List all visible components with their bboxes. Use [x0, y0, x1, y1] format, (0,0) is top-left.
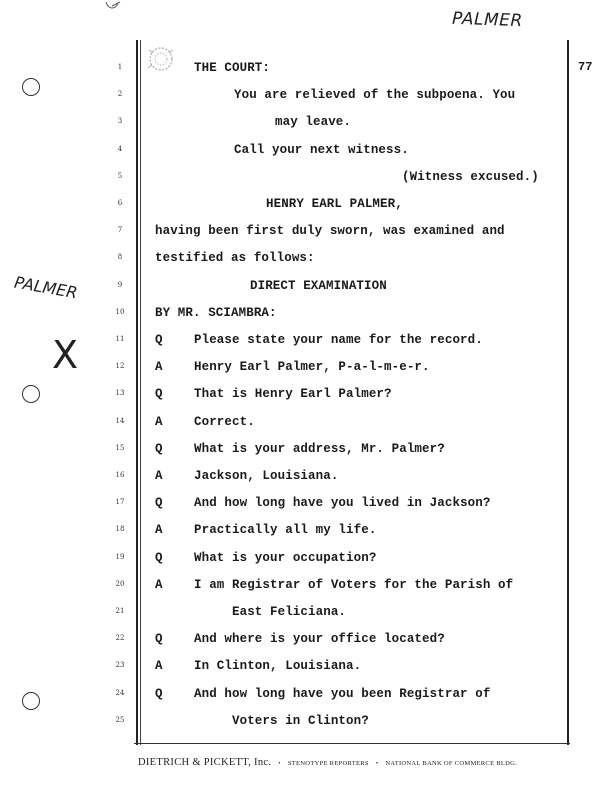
binder-hole-top	[22, 78, 40, 96]
line-number: 22	[115, 634, 125, 643]
handwritten-name-top: PALMER	[451, 8, 524, 32]
line-number: 2	[117, 90, 123, 99]
line-number: 6	[117, 199, 123, 207]
transcript-line-2: You are relieved of the subpoena. You	[234, 88, 516, 103]
line-number: 7	[117, 226, 123, 235]
transcript-line-25: Voters in Clinton?	[232, 713, 369, 728]
binder-hole-middle	[22, 385, 40, 403]
transcript-line-6: HENRY EARL PALMER,	[266, 197, 403, 211]
answer-label: A	[155, 659, 163, 674]
page-number: 77	[578, 60, 593, 74]
transcript-line-12: Henry Earl Palmer, P-a-l-m-e-r.	[194, 360, 430, 375]
footer-bullet-1: •	[278, 760, 281, 767]
transcript-line-1: THE COURT:	[194, 61, 271, 75]
line-number: 10	[115, 307, 125, 316]
line-number: 21	[115, 607, 125, 615]
left-margin-rule	[136, 40, 138, 745]
right-margin-rule	[567, 40, 569, 745]
transcript-line-4: Call your next witness.	[234, 142, 409, 157]
transcript-line-17: And how long have you lived in Jackson?	[194, 496, 491, 511]
line-number: 23	[115, 661, 125, 670]
line-number: 20	[115, 579, 125, 588]
transcript-line-24: And how long have you been Registrar of	[194, 686, 491, 701]
line-number: 25	[115, 715, 125, 724]
transcript-line-14: Correct.	[194, 414, 255, 429]
corner-scribble-icon	[98, 0, 128, 14]
footer-address: NATIONAL BANK OF COMMERCE BLDG.	[385, 760, 518, 767]
bottom-margin-rule	[134, 743, 570, 744]
line-number: 13	[115, 389, 125, 398]
transcript-line-7: having been first duly sworn, was examined and	[155, 224, 505, 239]
answer-label: A	[155, 360, 163, 375]
line-number: 8	[117, 253, 123, 262]
line-number: 15	[115, 443, 125, 452]
line-number: 16	[115, 471, 125, 479]
transcript-line-5: (Witness excused.)	[402, 169, 539, 184]
handwritten-x-mark: X	[52, 333, 79, 377]
answer-label: A	[155, 414, 163, 429]
transcript-line-11: Please state your name for the record.	[194, 333, 483, 347]
binder-hole-bottom	[22, 692, 40, 710]
line-number: 1	[117, 63, 123, 71]
transcript-line-18: Practically all my life.	[194, 523, 377, 538]
footer-company: DIETRICH & PICKETT, Inc.	[138, 757, 272, 768]
answer-label: A	[155, 577, 163, 592]
transcript-line-9: DIRECT EXAMINATION	[250, 278, 387, 293]
seal-stamp-icon	[143, 44, 179, 74]
question-label: Q	[155, 686, 163, 701]
transcript-line-21: East Feliciana.	[232, 605, 347, 619]
question-label: Q	[155, 632, 163, 647]
line-number: 11	[115, 335, 125, 343]
line-number: 12	[115, 362, 125, 371]
footer-service: STENOTYPE REPORTERS	[287, 760, 369, 767]
line-number: 19	[115, 552, 125, 561]
left-margin-rule-inner	[140, 40, 141, 745]
line-number: 3	[117, 117, 123, 126]
question-label: Q	[155, 387, 163, 402]
line-number: 5	[117, 171, 123, 180]
transcript-line-3: may leave.	[275, 115, 352, 130]
transcript-line-13: That is Henry Earl Palmer?	[194, 387, 392, 402]
footer-bullet-2: •	[375, 760, 379, 767]
question-label: Q	[155, 496, 163, 511]
reporter-footer	[138, 752, 517, 770]
transcript-line-22: And where is your office located?	[194, 632, 445, 647]
line-number: 24	[115, 688, 125, 697]
answer-label: A	[155, 469, 163, 483]
transcript-line-20: I am Registrar of Voters for the Parish of	[194, 577, 514, 592]
question-label: Q	[155, 550, 163, 565]
line-number: 17	[115, 498, 125, 507]
line-number: 4	[117, 144, 123, 153]
line-number: 9	[117, 280, 123, 289]
question-label: Q	[155, 441, 163, 456]
line-number: 14	[115, 416, 125, 425]
line-number: 18	[115, 525, 125, 534]
handwritten-name-margin: PALMER	[12, 272, 79, 303]
transcript-line-8: testified as follows:	[155, 251, 315, 266]
transcript-line-10: BY MR. SCIAMBRA:	[155, 305, 277, 320]
answer-label: A	[155, 523, 163, 538]
transcript-line-19: What is your occupation?	[194, 550, 377, 565]
transcript-line-15: What is your address, Mr. Palmer?	[194, 441, 445, 456]
transcript-line-23: In Clinton, Louisiana.	[194, 659, 362, 674]
transcript-line-16: Jackson, Louisiana.	[194, 469, 339, 483]
question-label: Q	[155, 333, 163, 347]
